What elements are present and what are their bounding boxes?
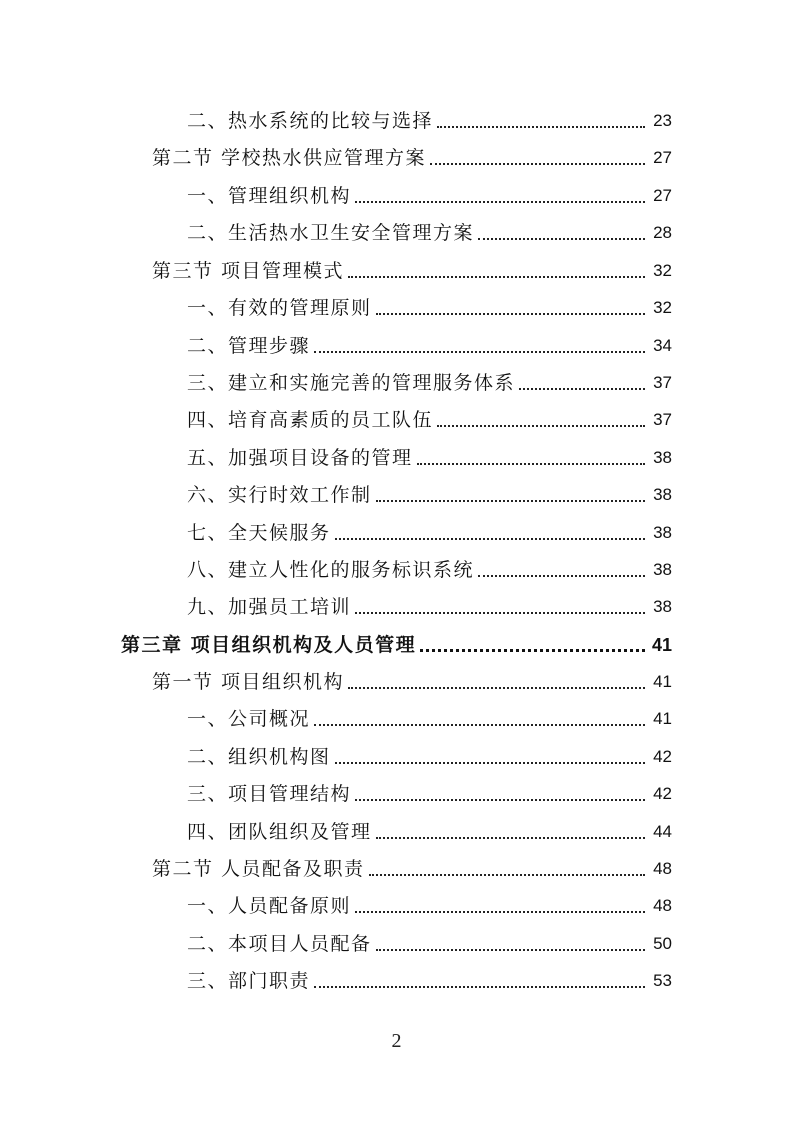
toc-entry[interactable]: [0, 963, 793, 993]
toc-entry-page: 37: [653, 373, 672, 392]
toc-entry-title: 一、公司概况: [187, 708, 311, 730]
toc-entry-title: 九、加强员工培训: [187, 596, 352, 618]
dot-leader: [355, 612, 645, 614]
toc-entry[interactable]: [0, 215, 793, 245]
toc-entry-title: 第二节 人员配备及职责: [152, 858, 365, 880]
dot-leader: [355, 201, 645, 203]
toc-entry[interactable]: [0, 926, 793, 956]
toc-entry-title: 七、全天候服务: [187, 522, 331, 544]
toc-entry[interactable]: [0, 589, 793, 619]
dot-leader: [314, 351, 645, 353]
toc-entry-title: 第三节 项目管理模式: [152, 260, 345, 282]
toc-entry-page: 42: [653, 784, 672, 803]
toc-entry-title: 二、生活热水卫生安全管理方案: [187, 222, 475, 244]
dot-leader: [478, 238, 645, 240]
toc-entry-title: 一、有效的管理原则: [187, 297, 372, 319]
toc-entry-page: 38: [653, 560, 672, 579]
toc-entry-title: 二、本项目人员配备: [187, 933, 372, 955]
dot-leader: [335, 762, 645, 764]
toc-entry-page: 48: [653, 859, 672, 878]
toc-entry-page: 23: [653, 111, 672, 130]
toc-entry[interactable]: [0, 888, 793, 918]
toc-entry-title: 一、管理组织机构: [187, 185, 352, 207]
toc-entry-title: 二、热水系统的比较与选择: [187, 110, 434, 132]
toc-entry-page: 41: [653, 709, 672, 728]
toc-entry-page: 41: [651, 635, 672, 655]
toc-entry-page: 32: [653, 298, 672, 317]
dot-leader: [437, 425, 645, 427]
dot-leader: [314, 724, 645, 726]
toc-entry[interactable]: [0, 103, 793, 133]
toc-entry[interactable]: [0, 739, 793, 769]
toc-entry-title: 三、部门职责: [187, 970, 311, 992]
dot-leader: [348, 687, 645, 689]
toc-entry-title: 第一节 项目组织机构: [152, 671, 345, 693]
dot-leader: [355, 911, 645, 913]
toc-entry[interactable]: [0, 178, 793, 208]
toc-entry[interactable]: [0, 328, 793, 358]
toc-entry-title: 第三章 项目组织机构及人员管理: [121, 634, 417, 656]
toc-entry-page: 42: [653, 747, 672, 766]
dot-leader: [519, 388, 645, 390]
toc-entry-title: 二、组织机构图: [187, 746, 331, 768]
toc-entry[interactable]: [0, 440, 793, 470]
toc-entry-page: 27: [653, 148, 672, 167]
toc-entry-title: 五、加强项目设备的管理: [187, 447, 413, 469]
toc-entry[interactable]: [0, 851, 793, 881]
toc-entry-page: 38: [653, 523, 672, 542]
toc-entry[interactable]: [0, 552, 793, 582]
dot-leader: [417, 463, 645, 465]
dot-leader: [478, 575, 645, 577]
toc-entry-page: 34: [653, 336, 672, 355]
toc-entry-page: 38: [653, 485, 672, 504]
dot-leader: [430, 163, 645, 165]
toc-entry-page: 37: [653, 410, 672, 429]
toc-entry-page: 27: [653, 186, 672, 205]
toc-entry[interactable]: [0, 701, 793, 731]
toc-entry-page: 28: [653, 223, 672, 242]
dot-leader: [376, 500, 645, 502]
toc-entry[interactable]: [0, 253, 793, 283]
toc-entry-page: 44: [653, 822, 672, 841]
dot-leader: [420, 649, 645, 652]
toc-entry-title: 三、建立和实施完善的管理服务体系: [187, 372, 516, 394]
toc-entry[interactable]: [0, 814, 793, 844]
toc-entry-title: 六、实行时效工作制: [187, 484, 372, 506]
dot-leader: [314, 986, 645, 988]
dot-leader: [376, 837, 645, 839]
dot-leader: [376, 313, 645, 315]
toc-entry[interactable]: [0, 776, 793, 806]
toc-entry-page: 50: [653, 934, 672, 953]
toc-entry-title: 三、项目管理结构: [187, 783, 352, 805]
toc-entry-page: 38: [653, 448, 672, 467]
toc-entry-title: 八、建立人性化的服务标识系统: [187, 559, 475, 581]
toc-entry-page: 38: [653, 597, 672, 616]
toc-chapter-entry[interactable]: [0, 627, 793, 657]
toc-entry-page: 32: [653, 261, 672, 280]
toc-entry[interactable]: [0, 664, 793, 694]
toc-entry-title: 第二节 学校热水供应管理方案: [152, 147, 427, 169]
toc-entry-title: 二、管理步骤: [187, 335, 311, 357]
dot-leader: [348, 276, 645, 278]
toc-entry[interactable]: [0, 477, 793, 507]
dot-leader: [355, 799, 645, 801]
dot-leader: [335, 538, 645, 540]
toc-entry[interactable]: [0, 140, 793, 170]
toc-entry-title: 一、人员配备原则: [187, 895, 352, 917]
toc-entry[interactable]: [0, 402, 793, 432]
toc-entry-page: 41: [653, 672, 672, 691]
dot-leader: [369, 874, 645, 876]
dot-leader: [437, 126, 645, 128]
toc-entry-title: 四、团队组织及管理: [187, 821, 372, 843]
toc-entry-page: 53: [653, 971, 672, 990]
dot-leader: [376, 949, 645, 951]
toc-entry[interactable]: [0, 290, 793, 320]
toc-entry-title: 四、培育高素质的员工队伍: [187, 409, 434, 431]
toc-entry-page: 48: [653, 896, 672, 915]
page-number: 2: [391, 1030, 402, 1052]
toc-entry[interactable]: [0, 365, 793, 395]
toc-entry[interactable]: [0, 515, 793, 545]
